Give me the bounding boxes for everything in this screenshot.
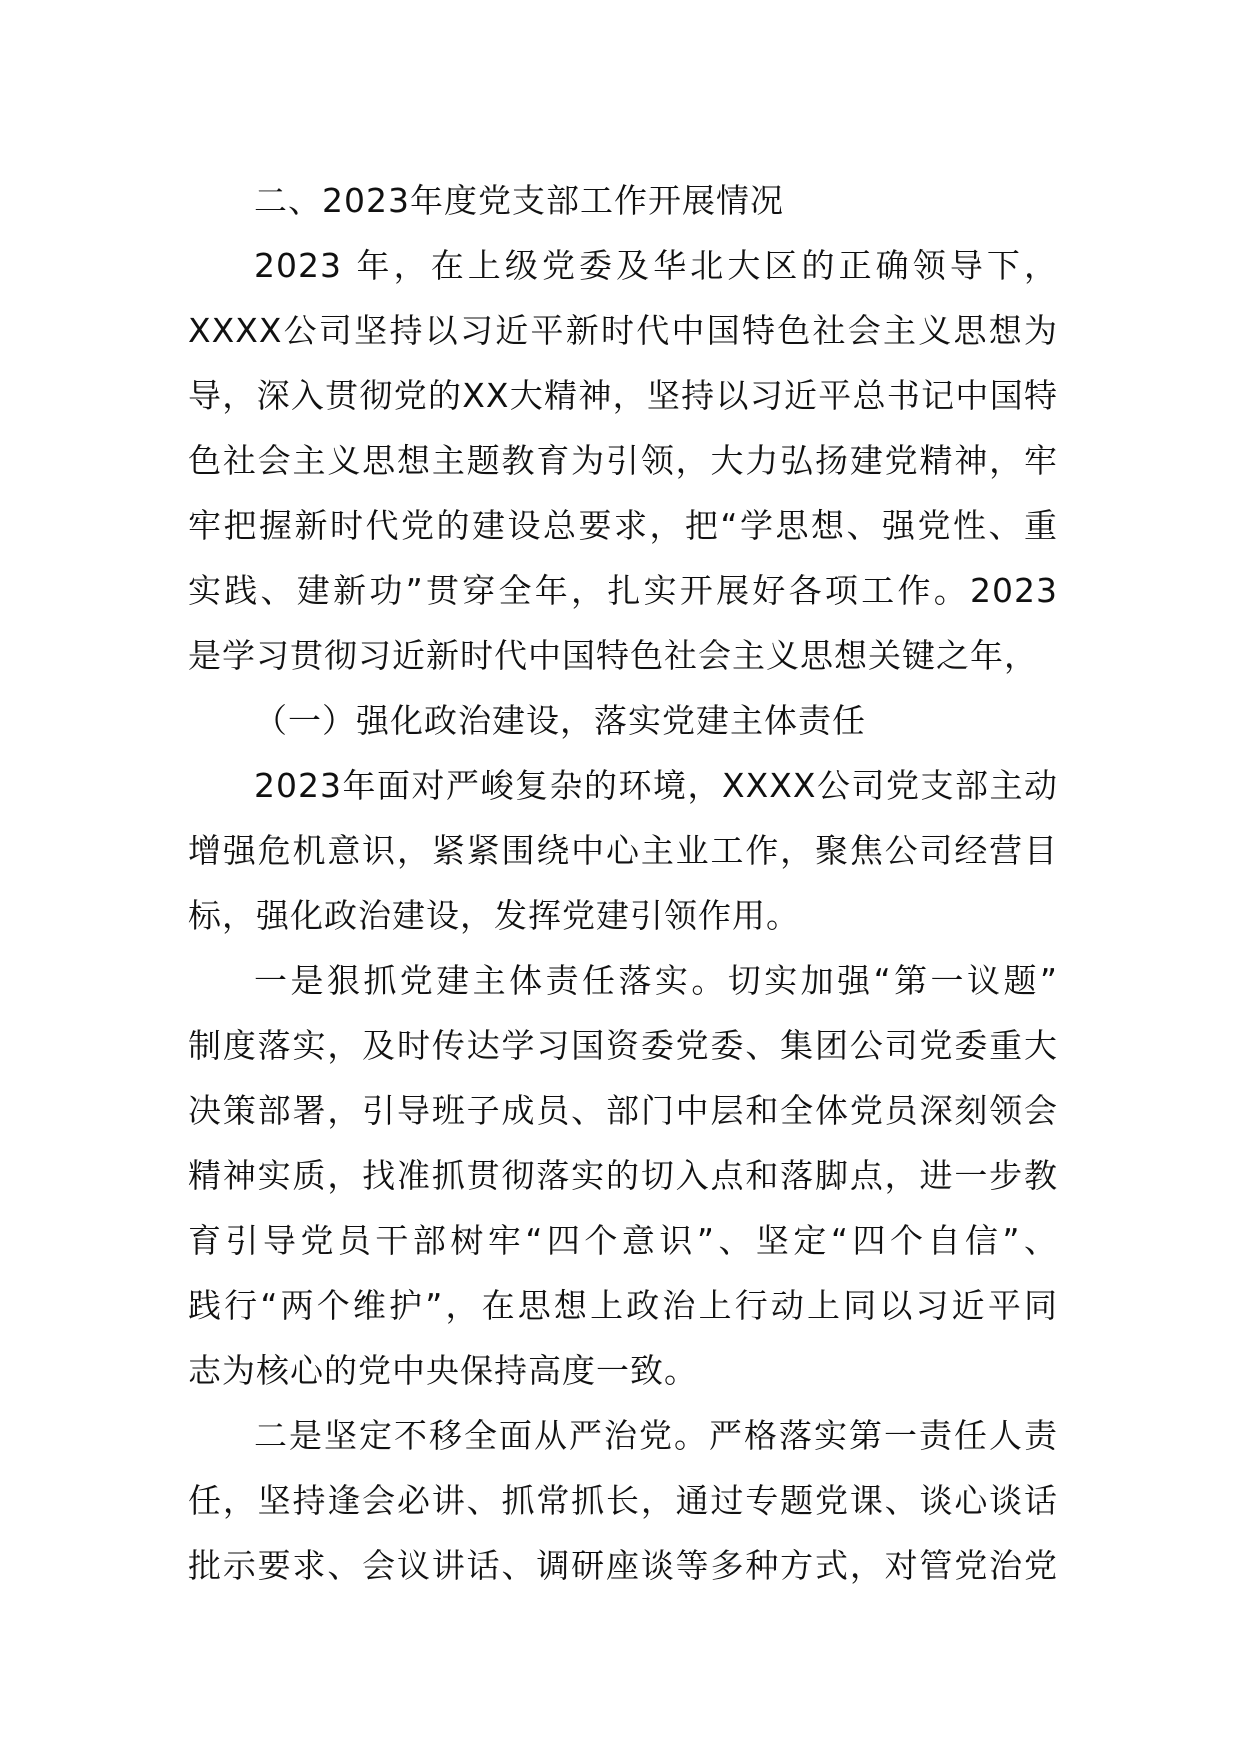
paragraph-line: 实践、建新功”贯穿全年，扎实开展好各项工作。2023 [188,571,1058,610]
paragraph-line: 是学习贯彻习近新时代中国特色社会主义思想关键之年， [188,636,1038,675]
paragraph-line: 一是狠抓党建主体责任落实。切实加强“第一议题” [254,961,1058,1000]
paragraph-line: 色社会主义思想主题教育为引领，大力弘扬建党精神，牢 [188,441,1058,480]
paragraph-line: 2023年面对严峻复杂的环境，XXXX公司党支部主动 [254,766,1058,805]
paragraph-line: 二是坚定不移全面从严治党。严格落实第一责任人责 [254,1416,1058,1455]
paragraph-line: 育引导党员干部树牢“四个意识”、坚定“四个自信”、 [188,1221,1058,1260]
paragraph-line: 标，强化政治建设，发挥党建引领作用。 [188,896,800,935]
paragraph-line: 增强危机意识，紧紧围绕中心主业工作，聚焦公司经营目 [188,831,1058,870]
paragraph-line: 任，坚持逢会必讲、抓常抓长，通过专题党课、谈心谈话 [188,1481,1058,1520]
paragraph-line: 牢把握新时代党的建设总要求，把“学思想、强党性、重 [188,506,1058,545]
paragraph-line: 制度落实，及时传达学习国资委党委、集团公司党委重大 [188,1026,1058,1065]
paragraph-line: 精神实质，找准抓贯彻落实的切入点和落脚点，进一步教 [188,1156,1058,1195]
paragraph-line: 导，深入贯彻党的XX大精神，坚持以习近平总书记中国特 [188,376,1058,415]
paragraph-line: 践行“两个维护”，在思想上政治上行动上同以习近平同 [188,1286,1058,1325]
paragraph-line: 批示要求、会议讲话、调研座谈等多种方式，对管党治党 [188,1546,1058,1585]
paragraph-line: 决策部署，引导班子成员、部门中层和全体党员深刻领会 [188,1091,1058,1130]
section-heading: 二、2023年度党支部工作开展情况 [254,181,784,220]
paragraph-line: XXXX公司坚持以习近平新时代中国特色社会主义思想为 [188,311,1058,350]
subsection-heading: （一）强化政治建设，落实党建主体责任 [254,701,866,740]
document-body [188,168,1058,1598]
paragraph-line: 志为核心的党中央保持高度一致。 [188,1351,698,1390]
paragraph-line: 2023 年，在上级党委及华北大区的正确领导下， [254,246,1058,285]
